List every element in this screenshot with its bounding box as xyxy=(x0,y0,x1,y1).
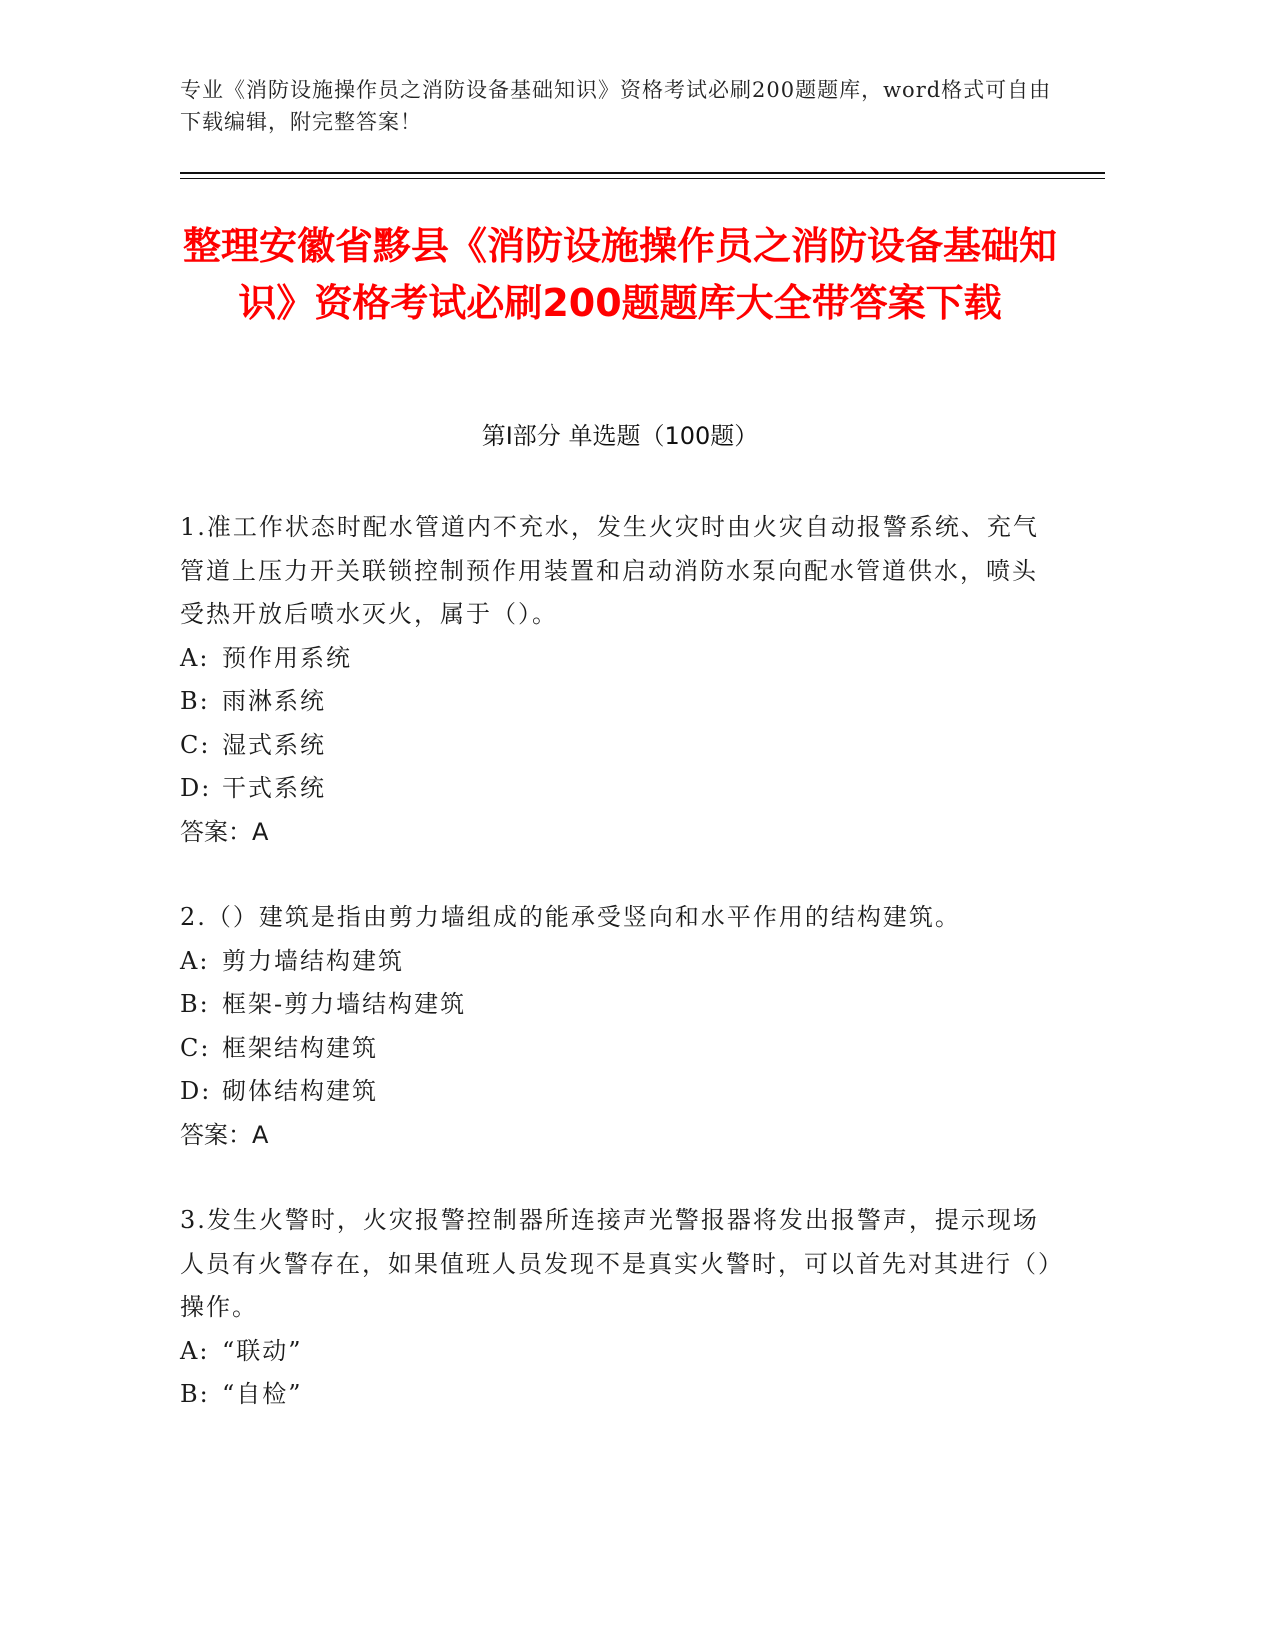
option-key: B: xyxy=(180,687,210,715)
option-text: 砌体结构建筑 xyxy=(222,1077,378,1105)
document-title: 整理安徽省黟县《消防设施操作员之消防设备基础知识》资格考试必刷200题题库大全带答案下载 xyxy=(182,224,1057,325)
section-title: 第Ⅰ部分 单选题（100题） xyxy=(481,422,759,450)
option-b xyxy=(180,983,1060,1027)
option-key: A: xyxy=(180,946,210,975)
answer-line xyxy=(180,1114,1060,1158)
option-b xyxy=(180,1373,1060,1417)
question-list xyxy=(180,506,1060,1459)
question-stem: 3.发生火警时，火灾报警控制器所连接声光警报器将发出报警声，提示现场人员有火警存在，如果值班人员发现不是真实火警时，可以首先对其进行（）操作。 xyxy=(180,1206,1052,1321)
option-key: B: xyxy=(180,990,210,1018)
option-b xyxy=(180,680,1060,724)
answer-label: 答案： xyxy=(180,817,252,846)
question-stem: 1.准工作状态时配水管道内不充水，发生火灾时由火灾自动报警系统、充气管道上压力开关联锁控制预作用装置和启动消防水泵向配水管道供水，喷头受热开放后喷水灭火，属于（）。 xyxy=(180,513,1039,628)
option-text: “联动” xyxy=(222,1336,303,1365)
option-d xyxy=(180,767,1060,811)
option-key: A: xyxy=(180,643,210,672)
question-1 xyxy=(180,506,1060,854)
option-key: D: xyxy=(180,774,212,802)
option-key: B: xyxy=(180,1380,210,1408)
option-d xyxy=(180,1070,1060,1114)
question-stem: 2.（）建筑是指由剪力墙组成的能承受竖向和水平作用的结构建筑。 xyxy=(180,903,961,931)
option-text: 剪力墙结构建筑 xyxy=(222,946,404,975)
option-key: A: xyxy=(180,1336,210,1365)
answer-value: A xyxy=(252,1120,269,1149)
header-rule-thick xyxy=(180,172,1105,174)
option-a xyxy=(180,940,1060,984)
option-key: C: xyxy=(180,1033,211,1062)
option-text: “自检” xyxy=(222,1380,303,1408)
answer-value: A xyxy=(252,817,269,846)
option-text: 雨淋系统 xyxy=(222,687,326,715)
option-text: 预作用系统 xyxy=(222,643,352,672)
option-key: D: xyxy=(180,1077,212,1105)
question-2 xyxy=(180,896,1060,1157)
option-key: C: xyxy=(180,730,211,759)
option-a xyxy=(180,637,1060,681)
option-text: 框架-剪力墙结构建筑 xyxy=(222,990,467,1018)
option-a xyxy=(180,1330,1060,1374)
option-text: 干式系统 xyxy=(222,774,326,802)
option-c xyxy=(180,724,1060,768)
option-c xyxy=(180,1027,1060,1071)
option-text: 湿式系统 xyxy=(222,730,326,759)
header-rule-thin xyxy=(180,178,1105,179)
option-text: 框架结构建筑 xyxy=(222,1033,378,1062)
question-3 xyxy=(180,1199,1060,1417)
header-note: 专业《消防设施操作员之消防设备基础知识》资格考试必刷200题题库，word格式可自由下载编辑，附完整答案！ xyxy=(180,78,1052,134)
answer-label: 答案： xyxy=(180,1120,252,1149)
answer-line xyxy=(180,811,1060,855)
